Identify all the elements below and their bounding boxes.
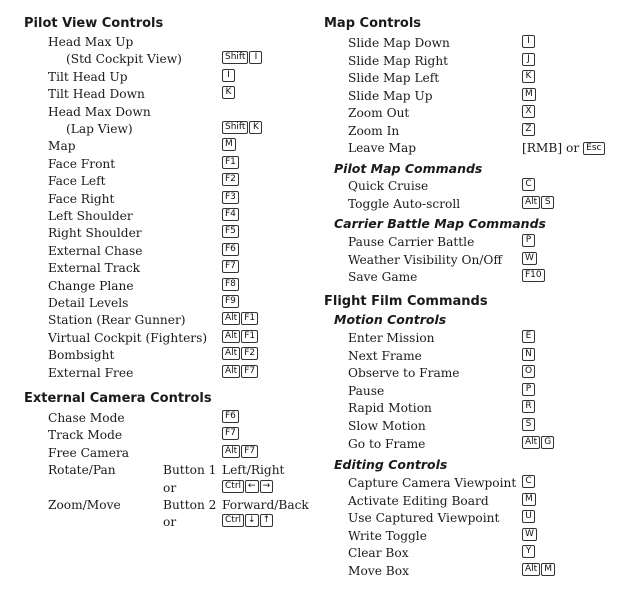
- key-i: I: [222, 69, 235, 82]
- camera-label: Free Camera: [48, 445, 130, 460]
- key-up-arrow: ↑: [260, 514, 274, 527]
- motion-row: [316, 383, 621, 400]
- editing-row: [316, 510, 621, 527]
- key-k: K: [522, 70, 535, 83]
- map-keys: [522, 35, 536, 48]
- editing-label: Activate Editing Board: [348, 493, 489, 508]
- external-camera-heading: External Camera Controls: [24, 391, 212, 406]
- carrier-label: Weather Visibility On/Off: [348, 252, 503, 267]
- carrier-map-heading: Carrier Battle Map Commands: [334, 216, 546, 231]
- map-row: [316, 53, 621, 70]
- map-row: [316, 123, 621, 140]
- editing-label: Move Box: [348, 563, 409, 578]
- key-j: J: [522, 53, 535, 66]
- map-label: Zoom In: [348, 123, 400, 138]
- key-text: [RMB] or: [522, 141, 580, 155]
- key-ctrl: Ctrl: [222, 480, 244, 493]
- camera-row: [0, 410, 310, 427]
- key-f1: F1: [241, 312, 258, 325]
- key-f10: F10: [522, 269, 545, 282]
- key-text: Left/Right: [222, 463, 285, 478]
- camera-keys: [222, 445, 259, 458]
- pilot-keys: [222, 278, 240, 291]
- motion-row: [316, 365, 621, 382]
- pilot-label: Face Front: [48, 156, 116, 171]
- carrier-row: [316, 234, 621, 251]
- pilot-label: Face Right: [48, 191, 115, 206]
- carrier-row: [316, 269, 621, 286]
- motion-controls-heading: Motion Controls: [334, 312, 447, 327]
- camera-keys: [222, 514, 274, 527]
- editing-row: [316, 545, 621, 562]
- pilot-map-heading: Pilot Map Commands: [334, 161, 483, 176]
- key-m: M: [541, 563, 555, 576]
- editing-label: Capture Camera Viewpoint: [348, 476, 517, 490]
- key-f6: F6: [222, 410, 239, 423]
- key-k: K: [249, 121, 262, 134]
- key-c: C: [522, 475, 535, 488]
- pilot-keys: [222, 138, 237, 151]
- key-alt: Alt: [222, 330, 240, 343]
- pilot-keys: [222, 295, 240, 308]
- key-f7: F7: [241, 365, 258, 378]
- pilot-row: [0, 121, 310, 138]
- pilot-keys: [222, 69, 236, 82]
- camera-mouse-label: or: [163, 515, 177, 530]
- pilot-label: Tilt Head Down: [48, 87, 145, 102]
- key-f1: F1: [241, 330, 258, 343]
- editing-row: [316, 528, 621, 545]
- carrier-row: [316, 252, 621, 269]
- pilot_map-keys: [522, 196, 555, 209]
- key-f7: F7: [241, 445, 258, 458]
- camera-row: [0, 445, 310, 462]
- camera-keys: [222, 497, 313, 514]
- pilot-keys: [222, 173, 240, 186]
- pilot-row: [0, 295, 310, 312]
- editing-row: [316, 563, 621, 580]
- carrier-keys: [522, 252, 538, 265]
- pilot-keys: [222, 191, 240, 204]
- motion-keys: [522, 383, 536, 396]
- camera-keys: [222, 462, 288, 479]
- key-f4: F4: [222, 208, 239, 221]
- pilot-row: [0, 208, 310, 225]
- pilot-row: [0, 173, 310, 190]
- key-f5: F5: [222, 225, 239, 238]
- pilot-label: Head Max Up: [48, 35, 134, 49]
- map-row: [316, 70, 621, 87]
- pilot-label: Map: [48, 139, 76, 154]
- pilot-row: [0, 34, 310, 51]
- key-g: G: [541, 436, 554, 449]
- motion-keys: [522, 365, 536, 378]
- key-k: K: [222, 86, 235, 99]
- map-label: Leave Map: [348, 141, 417, 155]
- camera-row: [0, 427, 310, 444]
- pilot-keys: [222, 312, 259, 325]
- key-p: P: [522, 383, 535, 396]
- motion-label: Rapid Motion: [348, 401, 432, 416]
- key-down-arrow: ↓: [245, 514, 259, 527]
- editing-row: [316, 475, 621, 492]
- camera-label: Zoom/Move: [48, 498, 121, 512]
- flight-film-heading: Flight Film Commands: [324, 294, 488, 309]
- pilot-keys: [222, 365, 259, 378]
- pilot-keys: [222, 51, 263, 64]
- motion-label: Go to Frame: [348, 436, 426, 451]
- pilot-label: Face Left: [48, 174, 106, 189]
- pilot-row: [0, 312, 310, 329]
- camera-mouse-label: Button 2: [163, 498, 217, 512]
- carrier-keys: [522, 269, 546, 282]
- key-left-arrow: ←: [245, 480, 259, 493]
- pilot-keys: [222, 121, 263, 134]
- key-m: M: [522, 493, 536, 506]
- map-keys: [522, 53, 536, 66]
- carrier-label: Pause Carrier Battle: [348, 235, 475, 249]
- pilot-row: [0, 104, 310, 121]
- pilot-label: External Track: [48, 261, 141, 276]
- key-c: C: [522, 178, 535, 191]
- pilot-label: (Lap View): [66, 122, 133, 136]
- pilot-label: External Chase: [48, 243, 143, 258]
- motion-keys: [522, 418, 536, 431]
- pilot_map-keys: [522, 178, 536, 191]
- motion-row: [316, 418, 621, 435]
- key-alt: Alt: [522, 436, 540, 449]
- pilot-keys: [222, 208, 240, 221]
- key-u: U: [522, 510, 535, 523]
- key-n: N: [522, 348, 535, 361]
- editing-keys: [522, 528, 538, 541]
- key-esc: Esc: [583, 142, 604, 155]
- camera-row: [0, 514, 310, 531]
- motion-label: Observe to Frame: [348, 366, 460, 381]
- key-p: P: [522, 234, 535, 247]
- pilot-row: [0, 86, 310, 103]
- pilot-view-heading: Pilot View Controls: [24, 16, 164, 31]
- pilot-keys: [222, 243, 240, 256]
- map-label: Zoom Out: [348, 106, 410, 120]
- editing-row: [316, 493, 621, 510]
- editing-label: Clear Box: [348, 546, 409, 560]
- camera-row: [0, 497, 310, 514]
- key-f8: F8: [222, 278, 239, 291]
- pilot-row: [0, 51, 310, 68]
- pilot-keys: [222, 260, 240, 273]
- pilot-row: [0, 191, 310, 208]
- key-alt: Alt: [222, 347, 240, 360]
- map-label: Slide Map Up: [348, 88, 433, 103]
- pilot-row: [0, 347, 310, 364]
- map-keys: [522, 88, 537, 101]
- camera-mouse-label: Button 1: [163, 463, 217, 478]
- motion-row: [316, 436, 621, 453]
- map-row: [316, 88, 621, 105]
- pilot-row: [0, 260, 310, 277]
- pilot_map-label: Toggle Auto-scroll: [348, 196, 461, 211]
- key-f1: F1: [222, 156, 239, 169]
- key-shift: Shift: [222, 121, 248, 134]
- pilot-label: Detail Levels: [48, 296, 129, 310]
- motion-row: [316, 348, 621, 365]
- key-alt: Alt: [222, 445, 240, 458]
- editing-keys: [522, 510, 536, 523]
- pilot-row: [0, 243, 310, 260]
- pilot-row: [0, 365, 310, 382]
- pilot-label: External Free: [48, 365, 134, 380]
- key-y: Y: [522, 545, 535, 558]
- key-f6: F6: [222, 243, 239, 256]
- pilot-row: [0, 138, 310, 155]
- editing-controls-heading: Editing Controls: [334, 457, 448, 472]
- pilot-keys: [222, 156, 240, 169]
- editing-label: Write Toggle: [348, 528, 427, 543]
- camera-row: [0, 462, 310, 479]
- camera-keys: [222, 480, 274, 493]
- pilot_map-row: [316, 178, 621, 195]
- camera-label: Track Mode: [48, 428, 123, 443]
- pilot-label: Right Shoulder: [48, 226, 142, 241]
- map-label: Slide Map Right: [348, 53, 449, 68]
- pilot-keys: [222, 347, 259, 360]
- key-s: S: [541, 196, 554, 209]
- pilot-row: [0, 278, 310, 295]
- camera-label: Rotate/Pan: [48, 463, 116, 478]
- editing-keys: [522, 545, 536, 558]
- pilot_map-row: [316, 196, 621, 213]
- pilot-label: Station (Rear Gunner): [48, 313, 186, 328]
- pilot-label: (Std Cockpit View): [66, 52, 182, 67]
- pilot_map-label: Quick Cruise: [348, 179, 429, 193]
- editing-keys: [522, 475, 536, 488]
- pilot-label: Virtual Cockpit (Fighters): [48, 330, 208, 345]
- key-w: W: [522, 252, 537, 265]
- pilot-row: [0, 69, 310, 86]
- carrier-label: Save Game: [348, 270, 418, 284]
- map-controls-heading: Map Controls: [324, 16, 422, 31]
- key-alt: Alt: [522, 563, 540, 576]
- key-e: E: [522, 330, 535, 343]
- pilot-keys: [222, 330, 259, 343]
- key-m: M: [222, 138, 236, 151]
- motion-row: [316, 400, 621, 417]
- carrier-keys: [522, 234, 536, 247]
- key-f7: F7: [222, 427, 239, 440]
- key-f9: F9: [222, 295, 239, 308]
- camera-mouse-label: or: [163, 480, 177, 495]
- camera-keys: [222, 427, 240, 440]
- key-f2: F2: [241, 347, 258, 360]
- pilot-row: [0, 225, 310, 242]
- pilot-row: [0, 156, 310, 173]
- key-text: Forward/Back: [222, 498, 309, 512]
- pilot-row: [0, 330, 310, 347]
- camera-keys: [222, 410, 240, 423]
- map-keys: [522, 105, 536, 118]
- camera-row: [0, 480, 310, 497]
- key-right-arrow: →: [260, 480, 274, 493]
- motion-label: Next Frame: [348, 348, 422, 363]
- key-f2: F2: [222, 173, 239, 186]
- key-f7: F7: [222, 260, 239, 273]
- key-i: I: [249, 51, 262, 64]
- pilot-keys: [222, 225, 240, 238]
- map-row: [316, 35, 621, 52]
- key-i: I: [522, 35, 535, 48]
- motion-row: [316, 330, 621, 347]
- editing-label: Use Captured Viewpoint: [348, 511, 500, 525]
- pilot-keys: [222, 86, 236, 99]
- motion-keys: [522, 436, 555, 449]
- map-label: Slide Map Left: [348, 71, 440, 85]
- pilot-label: Tilt Head Up: [48, 69, 128, 84]
- pilot-label: Left Shoulder: [48, 209, 133, 223]
- key-r: R: [522, 400, 535, 413]
- pilot-label: Head Max Down: [48, 104, 151, 119]
- key-alt: Alt: [222, 365, 240, 378]
- key-o: O: [522, 365, 535, 378]
- key-w: W: [522, 528, 537, 541]
- map-keys: [522, 140, 606, 157]
- map-label: Slide Map Down: [348, 36, 450, 50]
- key-alt: Alt: [222, 312, 240, 325]
- camera-label: Chase Mode: [48, 411, 125, 425]
- editing-keys: [522, 493, 537, 506]
- key-ctrl: Ctrl: [222, 514, 244, 527]
- motion-label: Pause: [348, 383, 385, 398]
- map-row: [316, 140, 621, 157]
- motion-keys: [522, 348, 536, 361]
- motion-keys: [522, 330, 536, 343]
- editing-keys: [522, 563, 556, 576]
- key-m: M: [522, 88, 536, 101]
- map-row: [316, 105, 621, 122]
- motion-label: Slow Motion: [348, 419, 426, 433]
- motion-label: Enter Mission: [348, 331, 435, 345]
- pilot-label: Change Plane: [48, 278, 134, 293]
- key-shift: Shift: [222, 51, 248, 64]
- key-s: S: [522, 418, 535, 431]
- pilot-label: Bombsight: [48, 348, 115, 363]
- motion-keys: [522, 400, 536, 413]
- key-x: X: [522, 105, 535, 118]
- map-keys: [522, 70, 536, 83]
- map-keys: [522, 123, 536, 136]
- key-f3: F3: [222, 191, 239, 204]
- key-alt: Alt: [522, 196, 540, 209]
- key-z: Z: [522, 123, 535, 136]
